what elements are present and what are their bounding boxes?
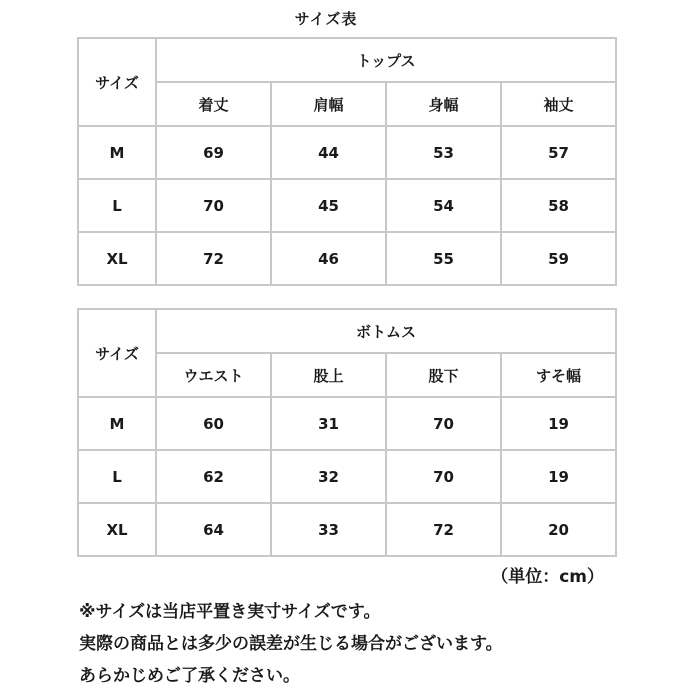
size-label: XL [78,232,156,285]
cell: 53 [386,126,501,179]
column-header: 肩幅 [271,82,386,126]
cell: 20 [501,503,616,556]
table-row [78,397,616,450]
cell: 60 [156,397,271,450]
size-label: M [78,397,156,450]
note-line: 実際の商品とは多少の誤差が生じる場合がございます。 [79,634,503,654]
cell: 72 [386,503,501,556]
cell: 62 [156,450,271,503]
cell: 59 [501,232,616,285]
column-header: 着丈 [156,82,271,126]
cell: 46 [271,232,386,285]
size-label: XL [78,503,156,556]
notes [79,596,503,692]
table-row [78,126,616,179]
note-line: ※サイズは当店平置き実寸サイズです。 [79,602,381,622]
note-line: あらかじめご了承ください。 [79,666,300,686]
size-header: サイズ [78,309,156,397]
column-header: 身幅 [386,82,501,126]
tops-size-table [77,37,617,286]
column-header: ウエスト [156,353,271,397]
cell: 70 [386,397,501,450]
cell: 45 [271,179,386,232]
cell: 32 [271,450,386,503]
cell: 31 [271,397,386,450]
cell: 33 [271,503,386,556]
bottoms-size-table [77,308,617,557]
cell: 19 [501,450,616,503]
group-header-bottoms: ボトムス [156,309,616,353]
cell: 72 [156,232,271,285]
cell: 58 [501,179,616,232]
size-label: M [78,126,156,179]
column-header: 股上 [271,353,386,397]
cell: 69 [156,126,271,179]
column-header: すそ幅 [501,353,616,397]
group-header-tops: トップス [156,38,616,82]
size-label: L [78,450,156,503]
unit-note: （単位：cm） [491,567,604,587]
size-label: L [78,179,156,232]
column-header: 股下 [386,353,501,397]
cell: 44 [271,126,386,179]
table-row [78,503,616,556]
table-row [78,450,616,503]
cell: 55 [386,232,501,285]
cell: 19 [501,397,616,450]
cell: 70 [386,450,501,503]
cell: 54 [386,179,501,232]
cell: 57 [501,126,616,179]
page-title: サイズ表 [294,10,358,28]
size-header: サイズ [78,38,156,126]
column-header: 袖丈 [501,82,616,126]
table-row [78,179,616,232]
cell: 64 [156,503,271,556]
cell: 70 [156,179,271,232]
table-row [78,232,616,285]
